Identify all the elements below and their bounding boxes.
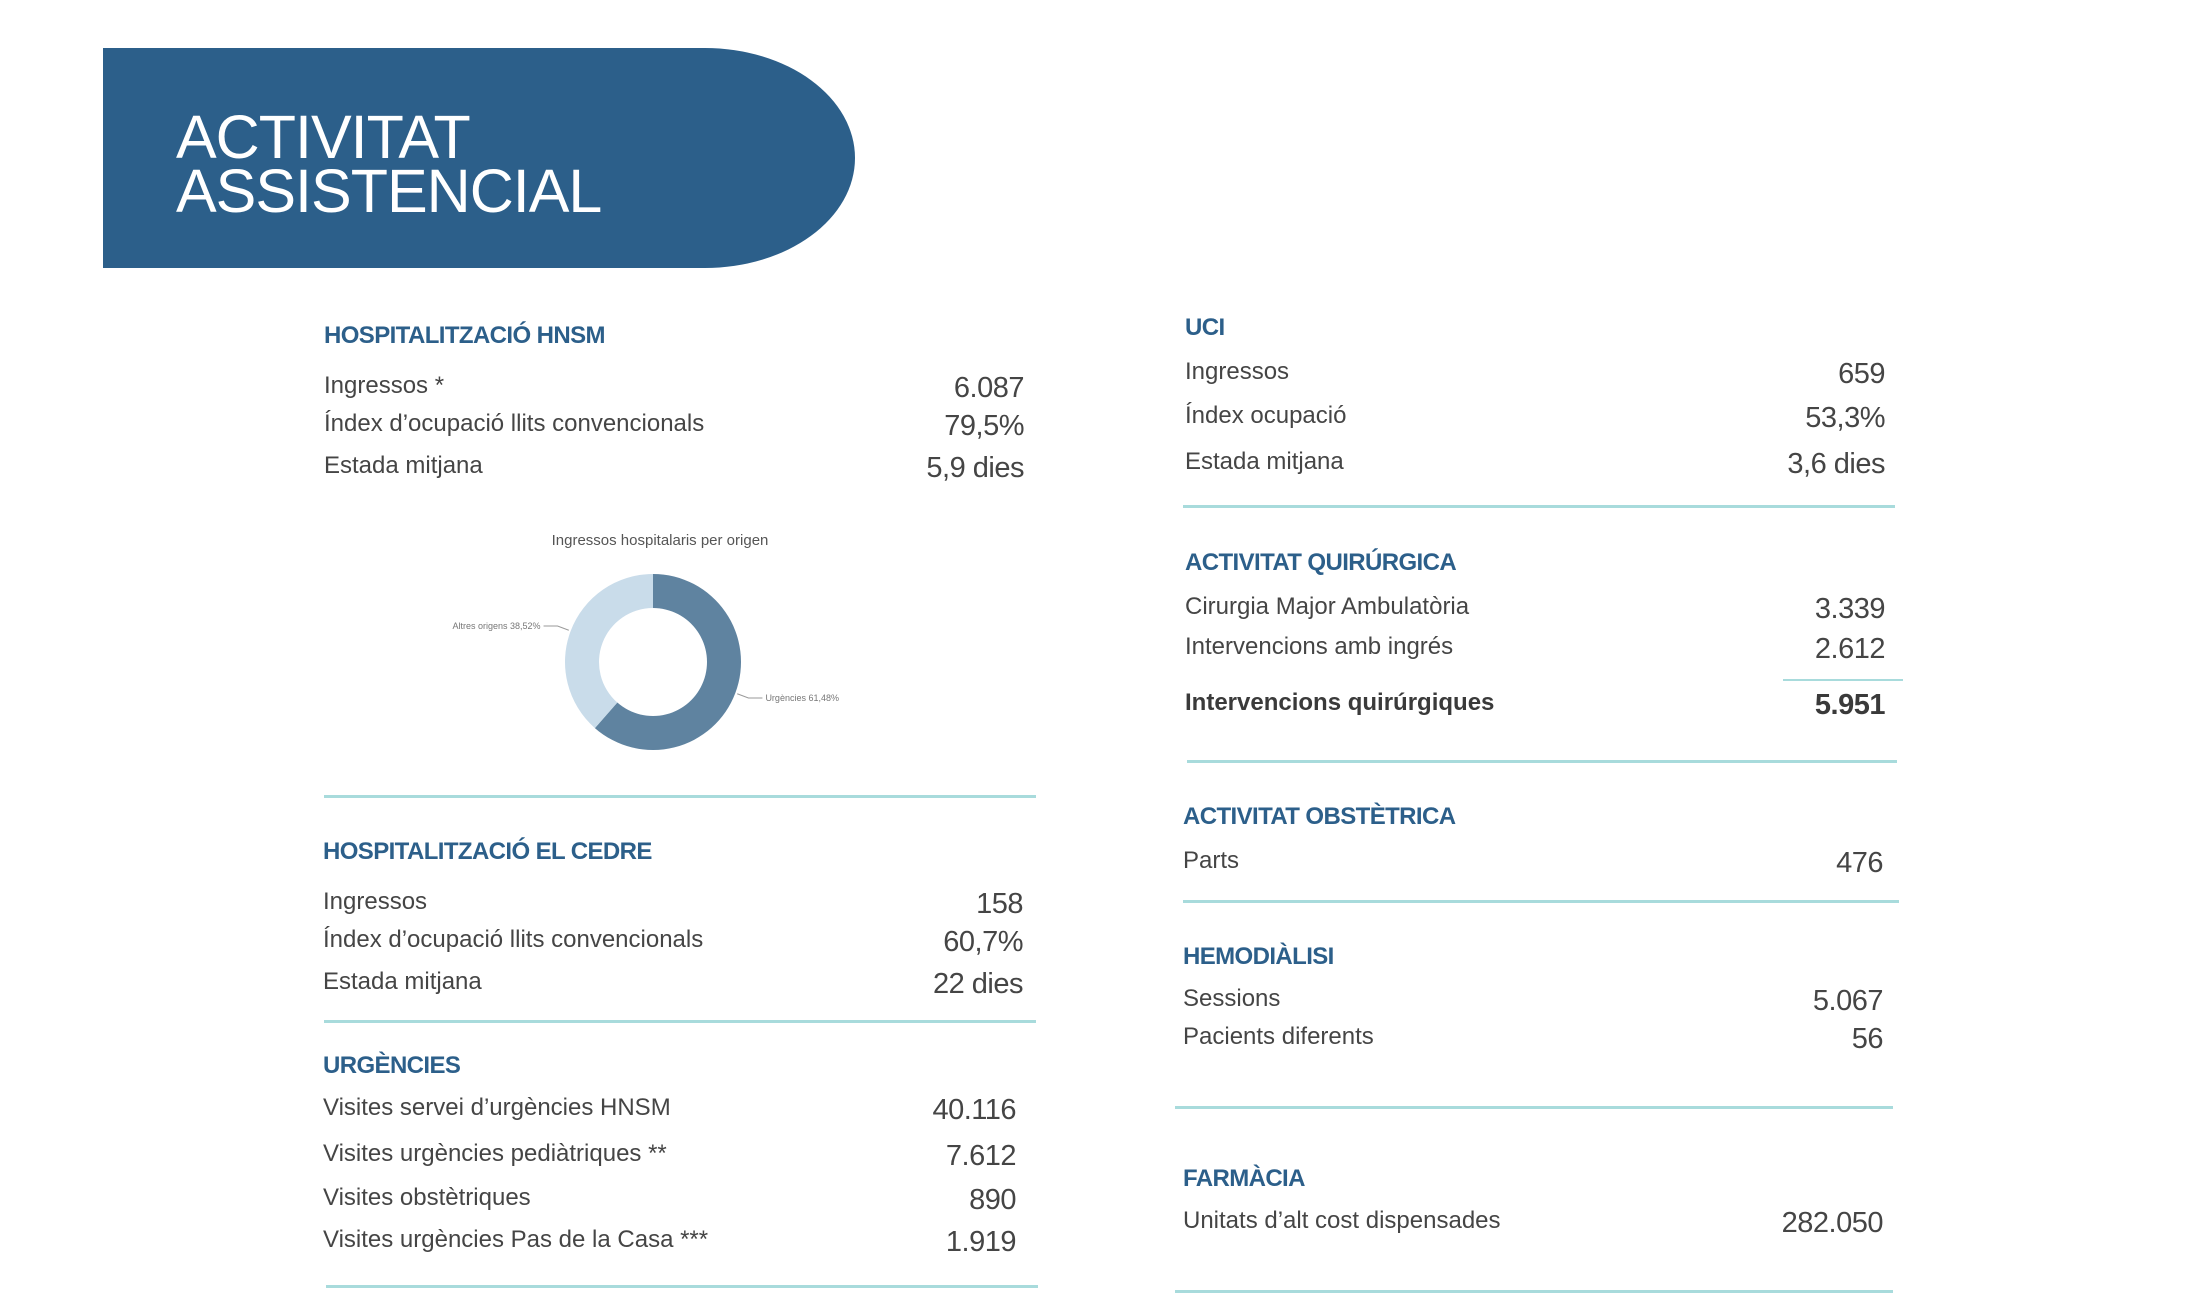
stat-label: Cirurgia Major Ambulatòria <box>1185 593 1470 620</box>
section-title: FARMÀCIA <box>1183 1165 1305 1192</box>
stat-row-ingressos <box>323 888 1023 928</box>
stat-label: Visites servei d’urgències HNSM <box>323 1094 671 1121</box>
stat-value: 79,5% <box>944 410 1024 442</box>
subtotal-divider <box>1783 679 1903 681</box>
slice-label-0: Urgències 61,48% <box>765 692 839 703</box>
divider <box>1183 505 1895 508</box>
stat-row-sessions <box>1183 985 1883 1025</box>
stat-value: 40.116 <box>932 1094 1016 1126</box>
slice-leader-line-0 <box>737 694 762 698</box>
section-activitat-obstetrica <box>1183 803 1883 893</box>
stat-row-visites-pas-de-la-casa <box>323 1226 1016 1266</box>
stat-row-estada-mitjana <box>323 968 1023 1008</box>
divider <box>326 1285 1038 1288</box>
stat-label: Visites urgències pediàtriques ** <box>323 1140 667 1167</box>
section-uci <box>1185 314 1885 489</box>
stat-value: 3,6 dies <box>1787 448 1885 480</box>
divider <box>324 1020 1036 1023</box>
stat-value: 659 <box>1838 358 1885 390</box>
stat-value: 60,7% <box>943 926 1023 958</box>
stat-label: Estada mitjana <box>1185 448 1344 475</box>
stat-value: 890 <box>969 1184 1016 1216</box>
stat-label: Ingressos <box>1185 358 1290 385</box>
stat-value: 2.612 <box>1814 633 1885 665</box>
stat-row-intervencions-quirurgiques-total <box>1185 689 1885 729</box>
stat-value: 282.050 <box>1781 1207 1883 1239</box>
section-hospitalitzacio-hnsm <box>324 322 1024 492</box>
stat-value: 5.067 <box>1812 985 1883 1017</box>
section-activitat-quirurgica <box>1185 549 1885 729</box>
stat-label: Ingressos <box>323 888 428 915</box>
stat-label: Visites urgències Pas de la Casa *** <box>323 1226 709 1253</box>
chart-title: Ingressos hospitalaris per origen <box>551 532 769 549</box>
stat-value: 3.339 <box>1814 593 1885 625</box>
stat-row-estada-mitjana <box>324 452 1024 492</box>
stat-label: Unitats d’alt cost dispensades <box>1183 1207 1501 1234</box>
stat-value: 22 dies <box>932 968 1023 1000</box>
stat-value: 53,3% <box>1805 402 1885 434</box>
stat-label: Sessions <box>1183 985 1281 1012</box>
page-title-line-2: ASSISTENCIAL <box>176 157 602 225</box>
section-title: HEMODIÀLISI <box>1183 943 1334 970</box>
stat-label: Estada mitjana <box>324 452 483 479</box>
stat-row-index-ocupacio <box>324 410 1024 450</box>
stat-value: 1.919 <box>945 1226 1016 1258</box>
divider <box>324 795 1036 798</box>
stat-label: Índex d’ocupació llits convencionals <box>323 926 704 953</box>
stat-value: 7.612 <box>945 1140 1016 1172</box>
divider <box>1187 760 1897 763</box>
stat-label: Índex d’ocupació llits convencionals <box>324 410 705 437</box>
stat-row-intervencions-amb-ingres <box>1185 633 1885 673</box>
stat-value: 56 <box>1851 1023 1883 1055</box>
stat-label: Intervencions quirúrgiques <box>1185 689 1495 716</box>
section-hospitalitzacio-el-cedre <box>323 838 1023 1008</box>
stat-row-index-ocupacio <box>323 926 1023 966</box>
stat-label: Pacients diferents <box>1183 1023 1374 1050</box>
stat-label: Visites obstètriques <box>323 1184 531 1211</box>
stat-label: Intervencions amb ingrés <box>1185 633 1454 660</box>
divider <box>1175 1106 1893 1109</box>
section-hemodialisi <box>1183 943 1883 1073</box>
section-title: URGÈNCIES <box>323 1052 461 1079</box>
chart-ingressos-per-origen <box>452 520 870 760</box>
stat-row-ingressos <box>1185 358 1885 398</box>
stat-row-visites-urgencies-hnsm <box>323 1094 1016 1134</box>
stat-row-unitats-alt-cost <box>1183 1207 1883 1247</box>
stat-row-estada-mitjana <box>1185 448 1885 488</box>
donut-slice-1 <box>565 574 653 728</box>
stat-value: 5,9 dies <box>926 452 1024 484</box>
stat-row-cirurgia-major-ambulatoria <box>1185 593 1885 633</box>
stat-row-ingressos <box>324 372 1024 412</box>
stat-value: 158 <box>976 888 1023 920</box>
slice-label-1: Altres origens 38,52% <box>452 621 541 632</box>
stat-row-pacients-diferents <box>1183 1023 1883 1063</box>
section-urgencies <box>323 1052 1016 1272</box>
stat-label: Estada mitjana <box>323 968 482 995</box>
stat-row-parts <box>1183 847 1883 887</box>
donut-chart-svg <box>452 520 870 760</box>
section-title: HOSPITALITZACIÓ HNSM <box>324 322 605 349</box>
stat-row-visites-pediatriques <box>323 1140 1016 1180</box>
stat-label: Ingressos * <box>324 372 445 399</box>
section-title: UCI <box>1185 314 1225 341</box>
stat-row-visites-obstetriques <box>323 1184 1016 1224</box>
page-title <box>176 103 602 225</box>
stat-value: 6.087 <box>953 372 1024 404</box>
stat-label: Índex ocupació <box>1185 402 1347 429</box>
stat-value: 476 <box>1836 847 1883 879</box>
section-title: ACTIVITAT QUIRÚRGICA <box>1185 549 1457 576</box>
page-title-line-1: ACTIVITAT <box>176 103 470 171</box>
stat-value: 5.951 <box>1814 689 1885 721</box>
section-farmacia <box>1183 1165 1883 1255</box>
section-title: ACTIVITAT OBSTÈTRICA <box>1183 803 1456 830</box>
divider <box>1183 900 1899 903</box>
section-title: HOSPITALITZACIÓ EL CEDRE <box>323 838 652 865</box>
stat-label: Parts <box>1183 847 1240 874</box>
slice-leader-line-1 <box>544 626 569 630</box>
stat-row-index-ocupacio <box>1185 402 1885 442</box>
